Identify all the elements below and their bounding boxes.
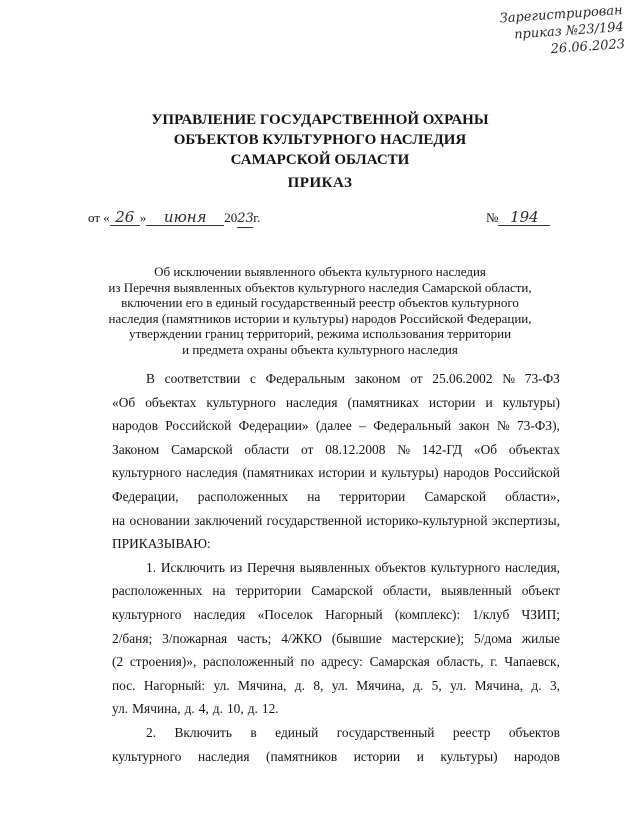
date-quote-close: »	[139, 210, 147, 225]
number-value: 194	[498, 209, 550, 226]
body-line: ул. Мячина, д. 4, д. 10, д. 12.	[112, 701, 279, 717]
body-line: культурного наследия (памятников истории и культуры) народов	[112, 748, 560, 764]
body-line: Законом Самарской области от 08.12.2008 № 142-ГД «Об объектах	[112, 441, 560, 457]
document-type-title: ПРИКАЗ	[287, 175, 353, 191]
subject-line: Об исключении выявленного объекта культурного наследия	[154, 264, 486, 279]
organization-name-line: САМАРСКОЙ ОБЛАСТИ	[230, 152, 410, 168]
date-year-prefix: 20	[224, 210, 238, 225]
body-line: 2. Включить в единый государственный реестр объектов	[146, 724, 560, 740]
subject-line: утверждении границ территорий, режима использования территории	[128, 326, 512, 341]
subject-line: наследия (памятников истории и культуры) народов Российской Федерации,	[108, 310, 532, 326]
body-line: культурного наследия (памятниках истории и культуры) народов Российской	[112, 465, 560, 481]
subject-line: и предмета охраны объекта культурного наследия	[182, 341, 458, 357]
body-line: «Об объектах культурного наследия (памятниках истории и культуры)	[112, 394, 560, 410]
body-line: Федерации, расположенных на территории Самарской области»,	[112, 488, 560, 504]
organization-name-line: ОБЪЕКТОВ КУЛЬТУРНОГО НАСЛЕДИЯ	[173, 132, 467, 148]
body-line: народов Российской Федерации» (далее – Федеральный закон № 73-ФЗ),	[112, 418, 560, 434]
body-line: пос. Нагорный: ул. Мячина, д. 8, ул. Мячина, д. 5, ул. Мячина, д. 3,	[112, 677, 560, 693]
document-body	[112, 367, 560, 768]
subject-line: включении его в единый государственный реестр объектов культурного	[121, 295, 519, 310]
date-month: июня	[146, 209, 224, 226]
body-line: ПРИКАЗЫВАЮ:	[112, 536, 211, 552]
date-year-end: г.	[253, 210, 261, 225]
document-date	[88, 209, 260, 228]
body-line: В соответствии с Федеральным законом от 25.06.2002 № 73-ФЗ	[146, 371, 560, 386]
registration-note-line: приказ №23/194	[513, 19, 625, 43]
document-number	[486, 209, 550, 226]
number-prefix: №	[486, 210, 499, 225]
body-line: (2 строения)», расположенный по адресу: Самарская область, г. Чапаевск,	[112, 654, 560, 670]
registration-note-line: 26.06.2023	[550, 36, 626, 58]
body-line: расположенных на территории Самарской области, выявленный объект	[112, 583, 560, 599]
body-line: 1. Исключить из Перечня выявленных объектов культурного наследия,	[146, 559, 560, 575]
registration-handwritten-note	[422, 2, 625, 67]
organization-name	[0, 110, 640, 170]
subject-line: из Перечня выявленных объектов культурного наследия Самарской области,	[108, 279, 532, 295]
body-line: 2/баня; 3/пожарная часть; 4/ЖКО (бывшие мастерские); 5/дома жилые	[112, 630, 560, 646]
organization-name-line: УПРАВЛЕНИЕ ГОСУДАРСТВЕННОЙ ОХРАНЫ	[151, 112, 489, 128]
registration-note-line: Зарегистрирован	[499, 2, 624, 27]
body-line: на основании заключений государственной историко-культурной экспертизы,	[112, 512, 560, 528]
document-subject	[0, 264, 640, 357]
date-year-suffix: 23	[237, 211, 254, 226]
date-day: 26	[110, 209, 140, 226]
date-prefix: от «	[88, 210, 110, 225]
body-line: культурного наследия «Поселок Нагорный (комплекс): 1/клуб ЧЗИП;	[112, 606, 560, 622]
